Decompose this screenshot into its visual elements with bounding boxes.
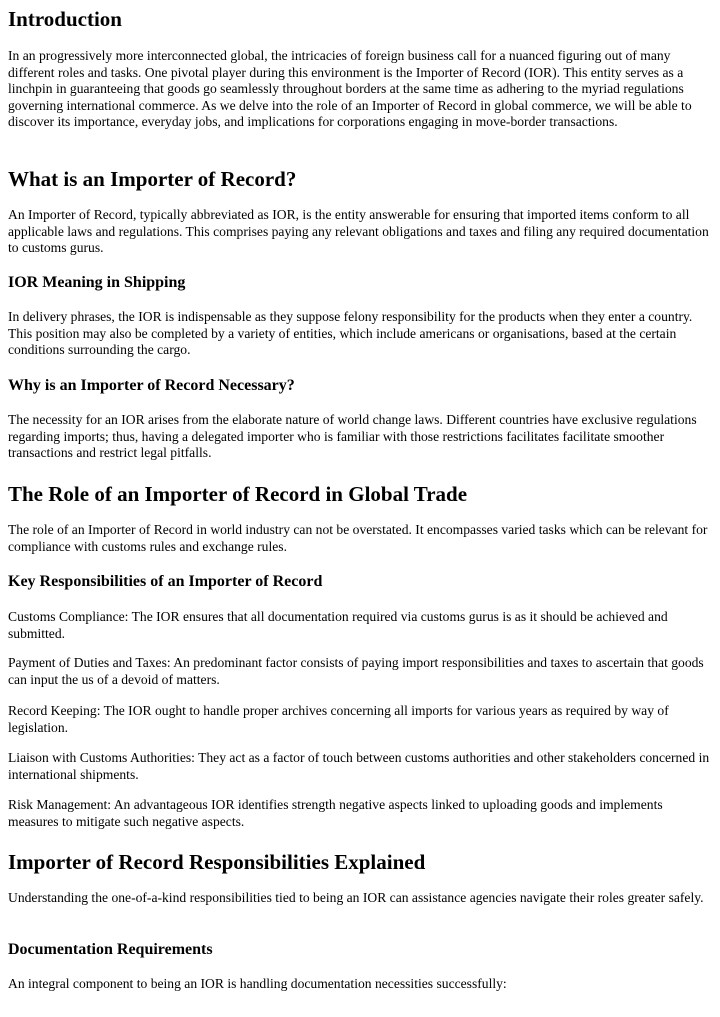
heading-introduction: Introduction [8, 7, 122, 31]
paragraph-customs-compliance: Customs Compliance: The IOR ensures that all documentation required via customs gurus is as it should be achieved and submitted. [8, 609, 668, 641]
paragraph-documentation-requirements: An integral component to being an IOR is handling documentation necessities successfully: [8, 976, 507, 991]
paragraph-risk-management: Risk Management: An advantageous IOR identifies strength negative aspects linked to uploading goods and implements measures to mitigate such negative aspects. [8, 797, 663, 829]
paragraph-what-is-ior: An Importer of Record, typically abbreviated as IOR, is the entity answerable for ensuring that imported items conform to all applicable laws and regulations. This comprises paying any relevant obligations and taxes and filing any required documentation to customs gurus. [8, 207, 709, 256]
heading-why-ior-necessary: Why is an Importer of Record Necessary? [8, 377, 295, 394]
heading-ior-meaning-shipping: IOR Meaning in Shipping [8, 274, 186, 291]
paragraph-role-global-trade: The role of an Importer of Record in world industry can not be overstated. It encompasses varied tasks which can be relevant for compliance with customs rules and exchange rules. [8, 522, 708, 554]
heading-documentation-requirements: Documentation Requirements [8, 941, 213, 958]
heading-ior-responsibilities-explained: Importer of Record Responsibilities Explained [8, 850, 426, 874]
paragraph-why-ior-necessary: The necessity for an IOR arises from the elaborate nature of world change laws. Different countries have exclusive regulations regarding imports; thus, having a delegated importer who is familiar with those restrictions facilitates facilitate smoother transactions and restrict legal pitfalls. [8, 412, 697, 461]
heading-what-is-ior: What is an Importer of Record? [8, 167, 297, 191]
paragraph-record-keeping: Record Keeping: The IOR ought to handle proper archives concerning all imports for various years as required by way of legislation. [8, 703, 669, 735]
paragraph-ior-meaning-shipping: In delivery phrases, the IOR is indispensable as they suppose felony responsibility for the products when they enter a country. This position may also be completed by a variety of entities, which include americans or organisations, based at the certain conditions surrounding the cargo. [8, 309, 693, 358]
paragraph-introduction: In an progressively more interconnected global, the intricacies of foreign business call for a nuanced figuring out of many different roles and tasks. One pivotal player during this environment is the Importer of Record (IOR). This entity serves as a linchpin in guaranteeing that goods go seamlessly throughout borders at the same time as adhering to the myriad regulations governing international commerce. As we delve into the role of an Importer of Record in global commerce, we will be able to discover its importance, everyday jobs, and implications for corporations engaging in move-border transactions. [8, 48, 692, 130]
heading-key-responsibilities: Key Responsibilities of an Importer of Record [8, 573, 323, 590]
paragraph-ior-responsibilities-explained: Understanding the one-of-a-kind responsibilities tied to being an IOR can assistance agencies navigate their roles greater safely. [8, 890, 704, 905]
heading-role-global-trade: The Role of an Importer of Record in Global Trade [8, 482, 468, 506]
paragraph-payment-duties: Payment of Duties and Taxes: An predominant factor consists of paying import responsibilities and taxes to ascertain that goods can input the us of a devoid of matters. [8, 655, 704, 687]
paragraph-liaison-customs: Liaison with Customs Authorities: They act as a factor of touch between customs authorities and other stakeholders concerned in international shipments. [8, 750, 710, 782]
